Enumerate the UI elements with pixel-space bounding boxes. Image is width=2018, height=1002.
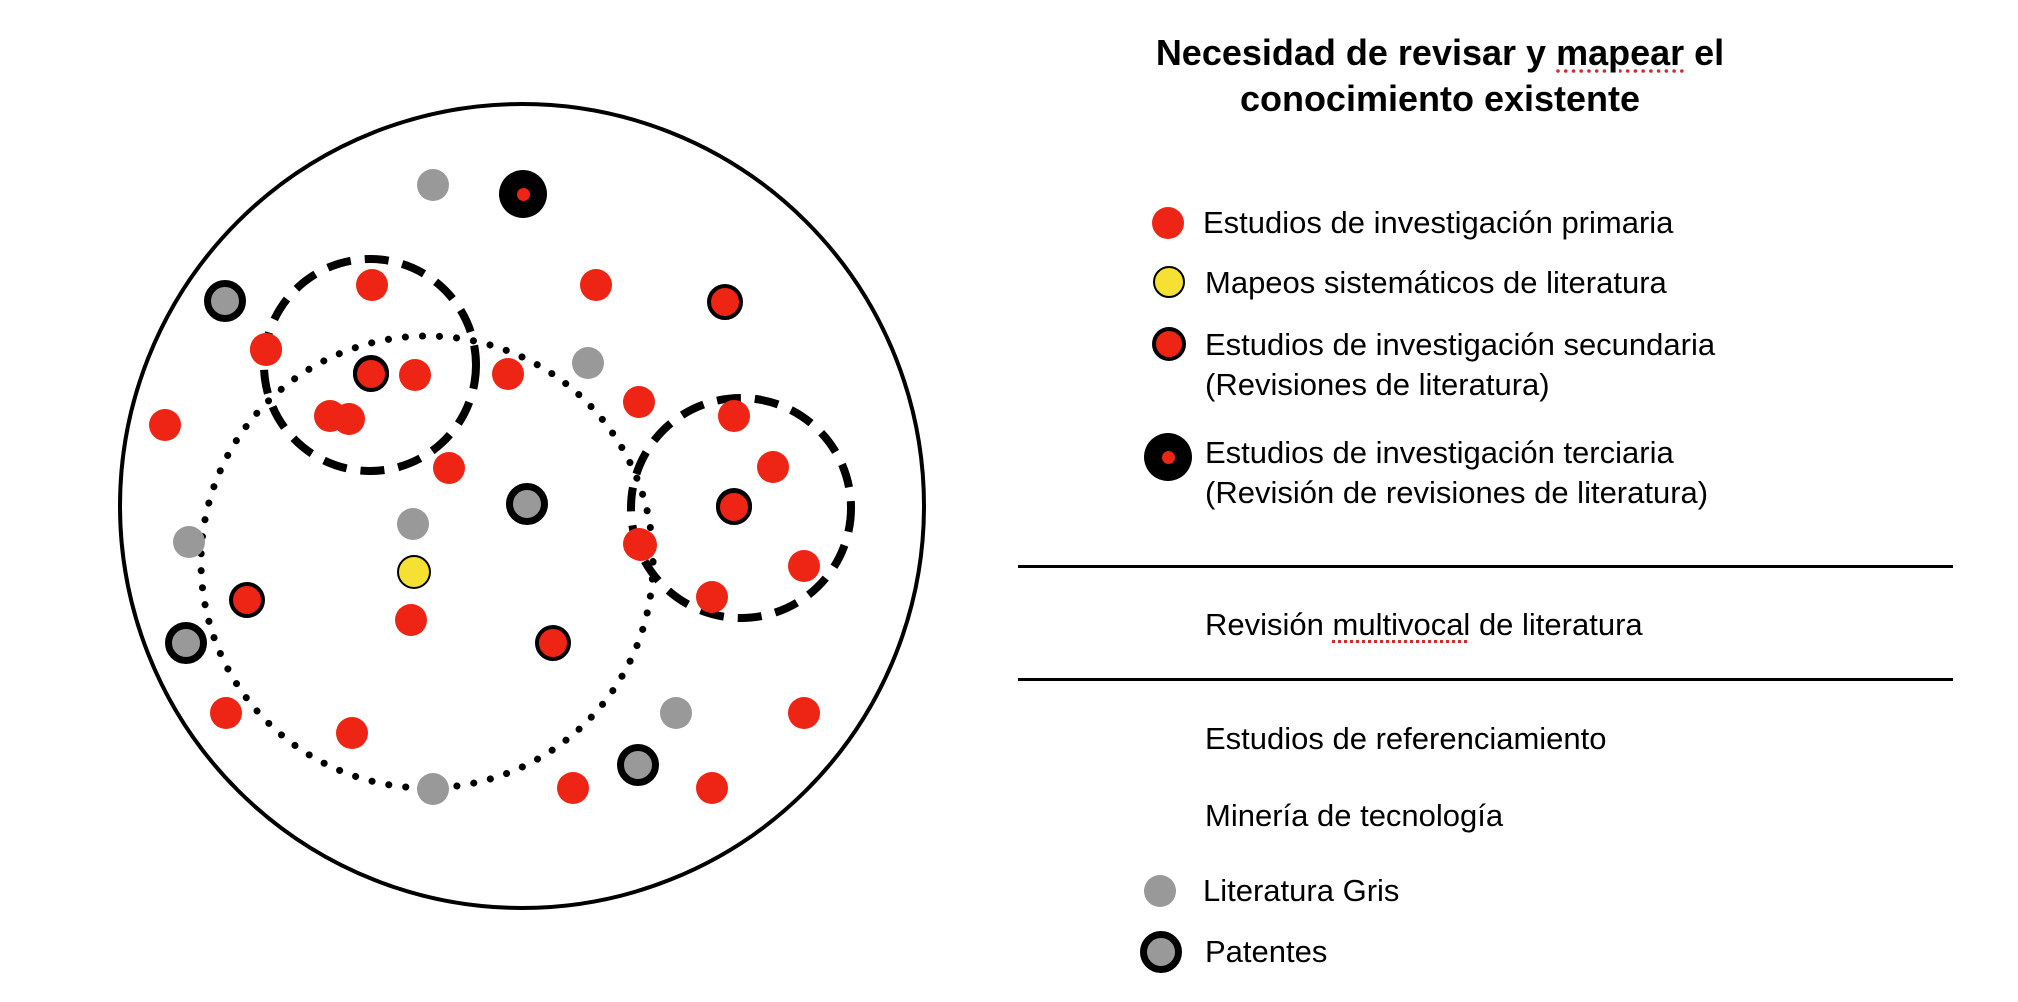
patents-study-point: [506, 483, 548, 525]
secondary-study-point: [535, 625, 571, 661]
primary-study-point: [399, 359, 431, 391]
legend-primary-marker: [1152, 207, 1184, 239]
primary-study-point: [433, 452, 465, 484]
primary-study-point: [492, 358, 524, 390]
multivocal-underlined-word: multivocal: [1332, 607, 1471, 642]
legend-mapping-marker: [1153, 266, 1185, 298]
legend-multivocal-label: Revisión multivocal de literatura: [1205, 607, 1643, 642]
tertiary-study-point: [499, 170, 547, 218]
grey-study-point: [173, 526, 205, 558]
page-title: [1060, 30, 1820, 122]
secondary-study-point: [353, 356, 389, 392]
primary-study-point: [623, 386, 655, 418]
grey-study-point: [417, 773, 449, 805]
mapping-study-point: [397, 555, 431, 589]
primary-study-point: [580, 269, 612, 301]
primary-study-point: [356, 269, 388, 301]
legend-mapping-label: Mapeos sistemáticos de literatura: [1205, 265, 1667, 300]
patents-study-point: [617, 744, 659, 786]
legend-tertiary-marker: [1144, 433, 1192, 481]
primary-study-point: [395, 604, 427, 636]
primary-study-point: [788, 697, 820, 729]
primary-study-point: [696, 581, 728, 613]
legend-patents-label: Patentes: [1205, 934, 1328, 969]
title-underlined-word: mapear: [1556, 32, 1685, 73]
grey-study-point: [660, 697, 692, 729]
grey-study-point: [397, 508, 429, 540]
title-line-2: conocimiento existente: [1239, 78, 1641, 119]
legend-benchmarking-label: Estudios de referenciamiento: [1205, 721, 1607, 756]
primary-study-point: [696, 772, 728, 804]
secondary-study-point: [707, 284, 743, 320]
secondary-study-point: [229, 582, 265, 618]
grey-study-point: [572, 347, 604, 379]
primary-study-point: [625, 529, 657, 561]
primary-study-point: [336, 717, 368, 749]
patents-study-point: [165, 622, 207, 664]
patents-study-point: [204, 280, 246, 322]
legend-secondary-label: Estudios de investigación secundaria (Revisiones de literatura): [1205, 327, 1716, 402]
secondary-study-point: [716, 489, 752, 525]
title-line-1: Necesidad de revisar y mapear el: [1155, 32, 1725, 73]
legend-grey-label: Literatura Gris: [1203, 873, 1400, 908]
primary-study-point: [757, 451, 789, 483]
legend-patents-marker: [1140, 931, 1182, 973]
legend-primary-label: Estudios de investigación primaria: [1203, 205, 1674, 240]
divider-top: [1018, 565, 1953, 568]
grey-study-point: [417, 169, 449, 201]
primary-study-point: [788, 550, 820, 582]
primary-study-point: [718, 400, 750, 432]
legend-grey-marker: [1144, 875, 1176, 907]
legend-tertiary-label: Estudios de investigación terciaria (Revisión de revisiones de literatura): [1205, 435, 1709, 510]
divider-bottom: [1018, 678, 1953, 681]
legend-secondary-marker: [1152, 327, 1186, 361]
primary-study-point: [210, 697, 242, 729]
primary-study-point: [149, 409, 181, 441]
primary-study-point: [333, 403, 365, 435]
legend-tech-mining-label: Minería de tecnología: [1205, 798, 1504, 833]
primary-study-point: [250, 334, 282, 366]
primary-study-point: [557, 772, 589, 804]
